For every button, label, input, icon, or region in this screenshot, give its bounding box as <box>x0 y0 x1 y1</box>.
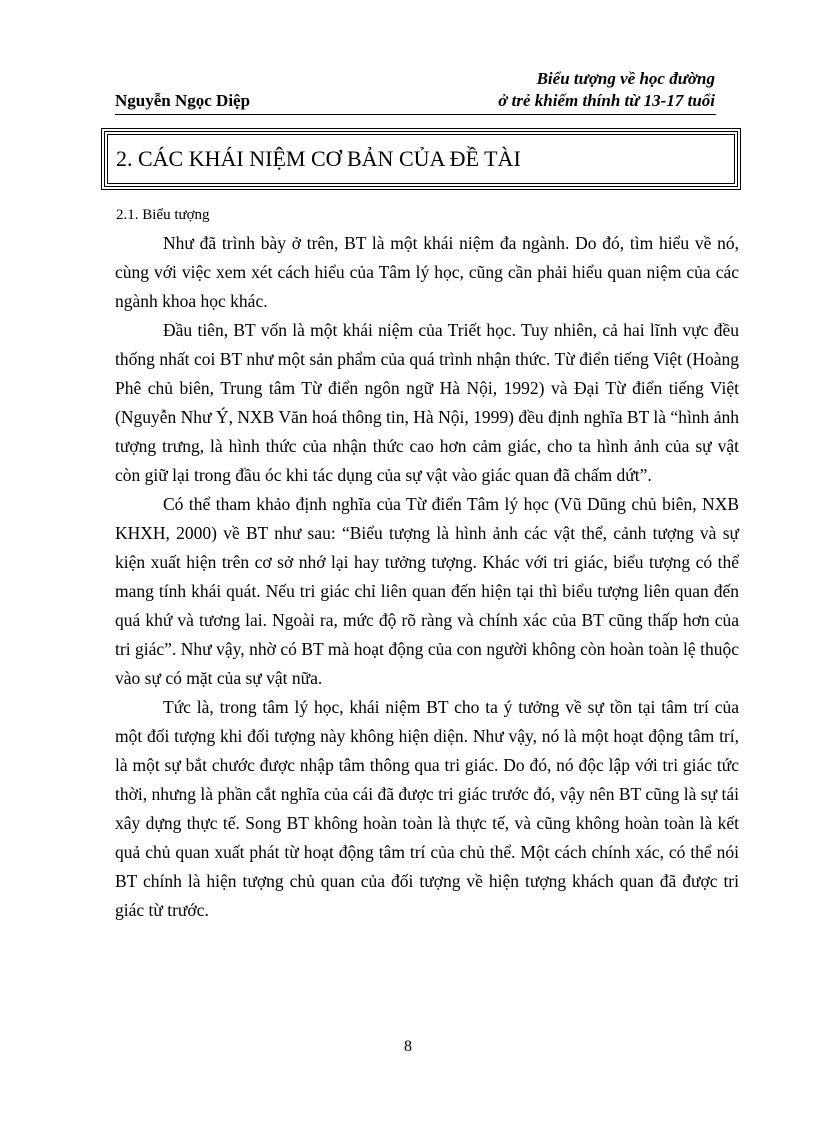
header-document-title <box>498 68 715 112</box>
paragraph-2: Đầu tiên, BT vốn là một khái niệm của Triết học. Tuy nhiên, cả hai lĩnh vực đều thống nhất coi BT như một sản phẩm của quá trình nhận thức. Từ điển tiếng Việt (Hoàng Phê chủ biên, Trung tâm Từ điển ngôn ngữ Hà Nội, 1992) và Đại Từ điển tiếng Việt (Nguyễn Như Ý, NXB Văn hoá thông tin, Hà Nội, 1999) đều định nghĩa BT là “hình ảnh tượng trưng, là hình thức của nhận thức cao hơn cảm giác, cho ta hình ảnh của sự vật còn giữ lại trong đầu óc khi tác dụng của sự vật vào giác quan đã chấm dứt”. <box>115 320 739 485</box>
section-heading-box <box>104 131 738 187</box>
body-text <box>115 229 739 925</box>
header-title-line-2: ở trẻ khiếm thính từ 13-17 tuổi <box>498 91 715 110</box>
header-divider <box>115 114 716 115</box>
paragraph-3: Có thể tham khảo định nghĩa của Từ điển Tâm lý học (Vũ Dũng chủ biên, NXB KHXH, 2000) về BT như sau: “Biểu tượng là hình ảnh các vật thể, cảnh tượng và sự kiện xuất hiện trên cơ sở nhớ lại hay tưởng tượng. Khác với tri giác, biểu tượng có thể mang tính khái quát. Nếu tri giác chỉ liên quan đến hiện tại thì biểu tượng liên quan đến quá khứ và tương lai. Ngoài ra, mức độ rõ ràng và chính xác của BT cũng thấp hơn của tri giác”. Như vậy, nhờ có BT mà hoạt động của con người không còn hoàn toàn lệ thuộc vào sự có mặt của sự vật nữa. <box>115 494 739 688</box>
header-author: Nguyễn Ngọc Diệp <box>115 91 251 110</box>
page-number: 8 <box>404 1038 412 1055</box>
paragraph-4: Tức là, trong tâm lý học, khái niệm BT cho ta ý tưởng về sự tồn tại tâm trí của một đối tượng khi đối tượng này không hiện diện. Như vậy, nó là một hoạt động tâm trí, là một sự bắt chước được nhập tâm thông qua tri giác. Do đó, nó độc lập với tri giác tức thời, nhưng là phần cắt nghĩa của cái đã được tri giác trước đó, vậy nên BT cũng là sự tái xây dựng thực tế. Song BT không hoàn toàn là thực tế, và cũng không hoàn toàn là kết quả chủ quan xuất phát từ hoạt động tâm trí của chủ thể. Một cách chính xác, có thể nói BT chính là hiện tượng chủ quan của đối tượng về hiện tượng khách quan đã được tri giác từ trước. <box>115 697 739 920</box>
paragraph-1: Như đã trình bày ở trên, BT là một khái niệm đa ngành. Do đó, tìm hiểu về nó, cùng với việc xem xét cách hiểu của Tâm lý học, cũng cần phải hiểu quan niệm của các ngành khoa học khác. <box>115 233 739 311</box>
header-title-line-1: Biểu tượng về học đường <box>536 69 715 88</box>
subsection-title: 2.1. Biểu tượng <box>116 207 210 223</box>
section-title: 2. CÁC KHÁI NIỆM CƠ BẢN CỦA ĐỀ TÀI <box>116 146 521 171</box>
page-header <box>115 68 715 114</box>
